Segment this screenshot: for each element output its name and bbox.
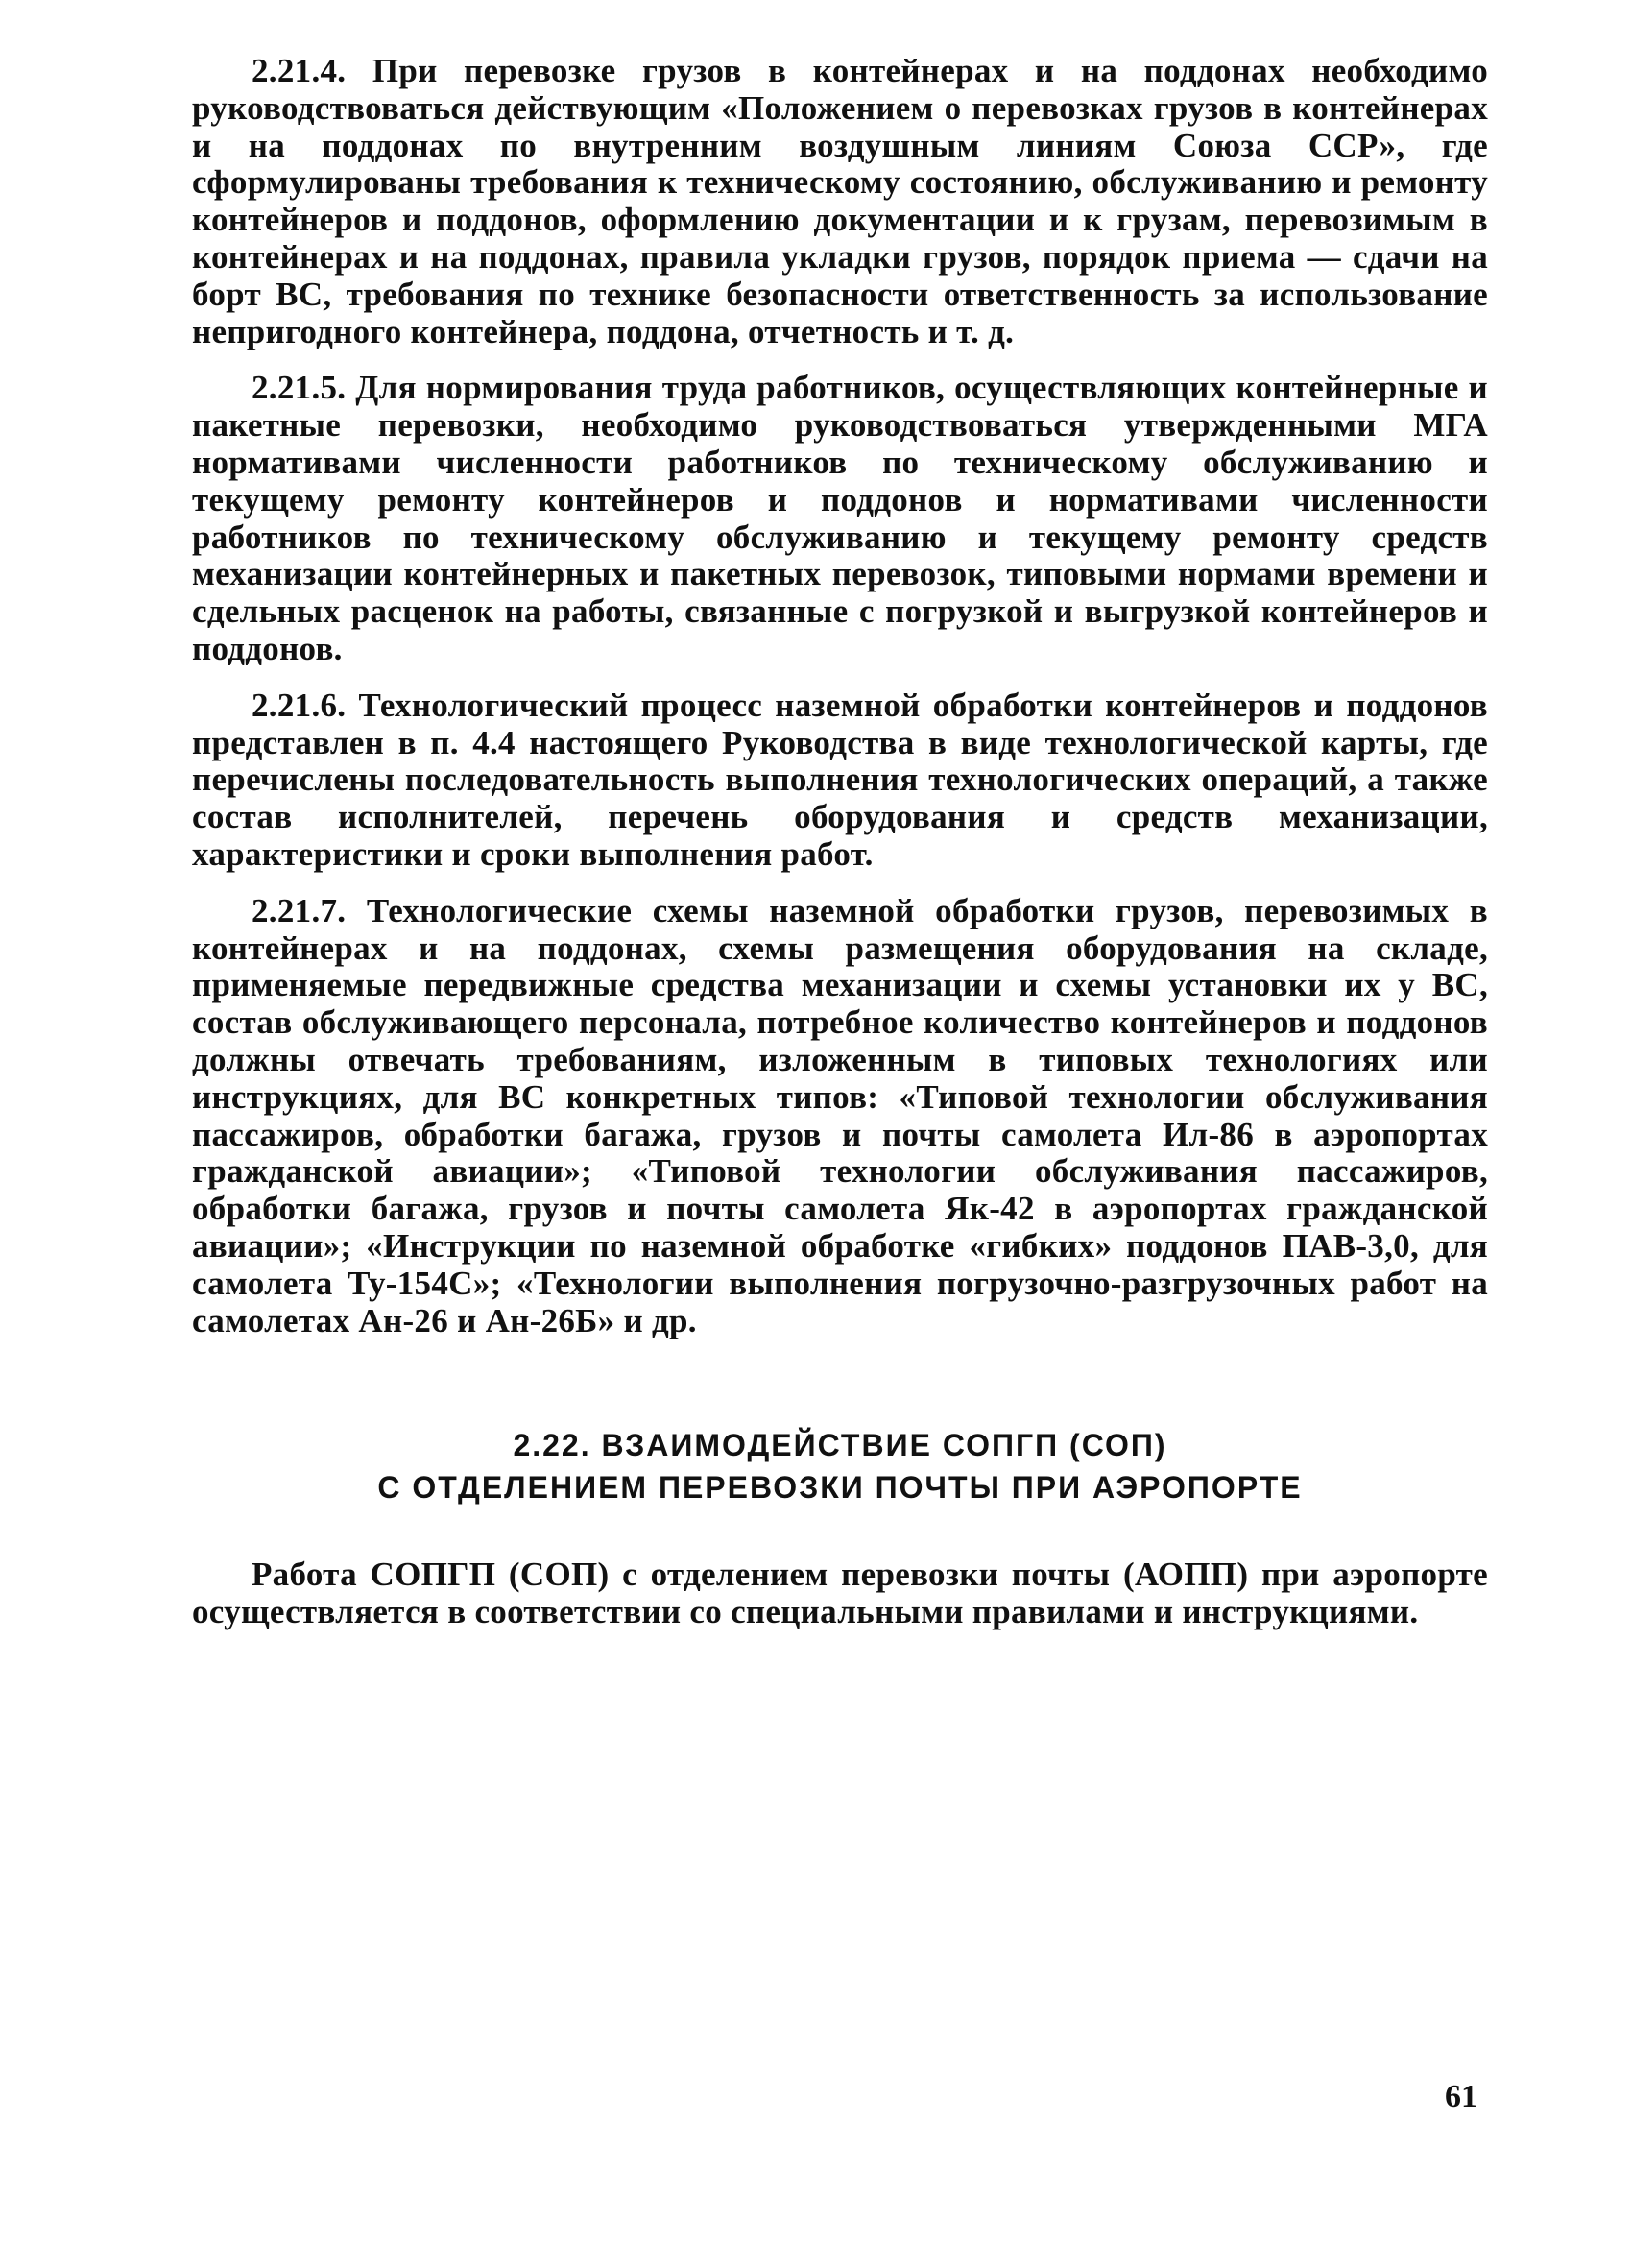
section-heading-line-2: С ОТДЕЛЕНИЕМ ПЕРЕВОЗКИ ПОЧТЫ ПРИ АЭРОПОРТЕ: [377, 1470, 1303, 1506]
paragraph-2-21-5: 2.21.5. Для нормирования труда работников, осуществляющих контейнерные и пакетные перевозки, необходимо руководствоваться утвержденными МГА нормативами численности работников по техническому обслуживанию и текущему ремонту контейнеров и поддонов и нормативами численности работников по техническому обслуживанию и текущему ремонту средств механизации контейнерных и пакетных перевозок, типовыми нормами времени и сдельных расценок на работы, связанные с погрузкой и выгрузкой контейнеров и поддонов.: [192, 369, 1488, 667]
page-number: 61: [1445, 2079, 1477, 2114]
paragraph-2-22-body: Работа СОПГП (СОП) с отделением перевозки почты (АОПП) при аэропорте осуществляется в соответствии со специальными правилами и инструкциями.: [192, 1556, 1488, 1631]
paragraph-2-21-4: 2.21.4. При перевозке грузов в контейнерах и на поддонах необходимо руководствоваться действующим «Положением о перевозках грузов в контейнерах и на поддонах по внутренним воздушным линиям Союза ССР», где сформулированы требования к техническому состоянию, обслуживанию и ремонту контейнеров и поддонов, оформлению документации и к грузам, перевозимым в контейнерах и на поддонах, правила укладки грузов, порядок приема — сдачи на борт ВС, требования по технике безопасности ответственность за использование непригодного контейнера, поддона, отчетность и т. д.: [192, 52, 1488, 350]
section-heading-2-22: [192, 1424, 1488, 1508]
paragraph-2-21-6: 2.21.6. Технологический процесс наземной обработки контейнеров и поддонов представлен в п. 4.4 настоящего Руководства в виде технологической карты, где перечислены последовательность выполнения технологических операций, а также состав исполнителей, перечень оборудования и средств механизации, характеристики и сроки выполнения работ.: [192, 686, 1488, 873]
document-page: [192, 53, 1488, 1651]
section-heading-line-1: 2.22. ВЗАИМОДЕЙСТВИЕ СОПГП (СОП): [513, 1428, 1167, 1463]
paragraph-2-21-7: 2.21.7. Технологические схемы наземной обработки грузов, перевозимых в контейнерах и на поддонах, схемы размещения оборудования на складе, применяемые передвижные средства механизации и схемы установки их у ВС, состав обслуживающего персонала, потребное количество контейнеров и поддонов должны отвечать требованиям, изложенным в типовых технологиях или инструкциях, для ВС конкретных типов: «Типовой технологии обслуживания пассажиров, обработки багажа, грузов и почты самолета Ил-86 в аэропортах гражданской авиации»; «Типовой технологии обслуживания пассажиров, обработки багажа, грузов и почты самолета Як-42 в аэропортах гражданской авиации»; «Инструкции по наземной обработке «гибких» поддонов ПАВ-3,0, для самолета Ту-154С»; «Технологии выполнения погрузочно-разгрузочных работ на самолетах Ан-26 и Ан-26Б» и др.: [192, 891, 1488, 1339]
